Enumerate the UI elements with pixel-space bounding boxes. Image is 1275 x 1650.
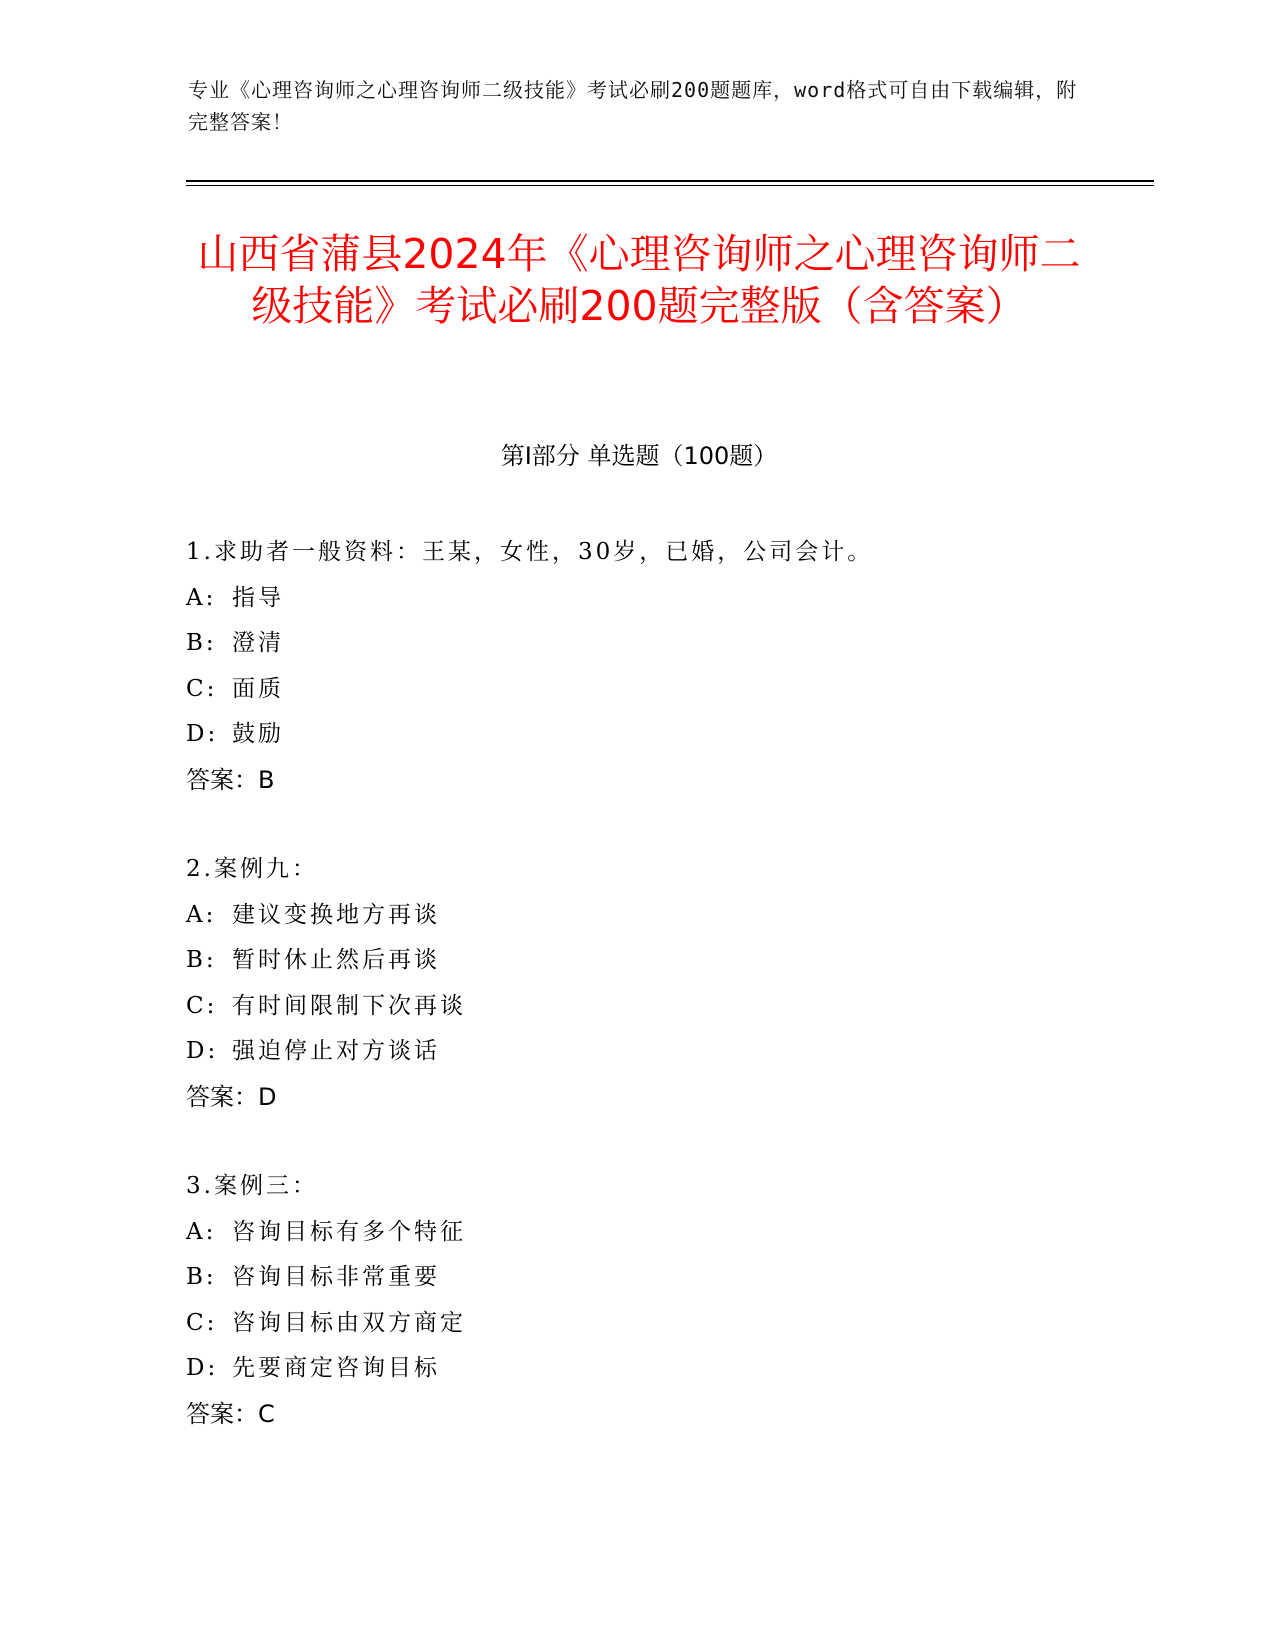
question-stem: 2.案例九：	[186, 856, 318, 882]
option-text: 有时间限制下次再谈	[232, 992, 466, 1019]
option-text: 澄清	[232, 630, 284, 656]
option-text: 指导	[232, 584, 284, 611]
option-text: 暂时休止然后再谈	[232, 947, 440, 973]
option-text: 强迫停止对方谈话	[232, 1038, 440, 1064]
answer-line: 答案：B	[186, 765, 275, 794]
option-a	[186, 576, 1086, 622]
option-letter: B:	[186, 630, 217, 656]
option-letter: A:	[186, 584, 217, 611]
header-divider-thin	[186, 185, 1154, 186]
option-c	[186, 667, 1086, 713]
option-a	[186, 893, 1086, 939]
option-letter: D:	[186, 721, 219, 747]
option-letter: B:	[186, 947, 217, 973]
header-note: 专业《心理咨询师之心理咨询师二级技能》考试必刷200题题库，word格式可自由下载编辑，附完整答案！	[188, 78, 1078, 134]
option-text: 咨询目标由双方商定	[232, 1309, 466, 1336]
question-3	[186, 1164, 1086, 1437]
header-divider-thick	[186, 180, 1154, 182]
option-letter: D:	[186, 1038, 219, 1064]
option-letter: B:	[186, 1264, 217, 1290]
option-a	[186, 1210, 1086, 1256]
answer-line: 答案：C	[186, 1399, 275, 1428]
question-list	[186, 530, 1086, 1481]
option-d	[186, 1346, 1086, 1392]
option-d	[186, 712, 1086, 758]
option-text: 鼓励	[232, 721, 284, 747]
option-text: 咨询目标非常重要	[232, 1264, 440, 1290]
option-b	[186, 938, 1086, 984]
option-letter: C:	[186, 1309, 218, 1336]
option-letter: A:	[186, 1218, 217, 1245]
option-text: 面质	[232, 675, 284, 702]
section-heading: 第Ⅰ部分 单选题（100题）	[500, 442, 778, 470]
option-c	[186, 984, 1086, 1030]
option-text: 咨询目标有多个特征	[232, 1218, 466, 1245]
question-1	[186, 530, 1086, 803]
option-letter: D:	[186, 1355, 219, 1381]
option-c	[186, 1301, 1086, 1347]
option-d	[186, 1029, 1086, 1075]
question-stem: 3.案例三：	[186, 1173, 318, 1199]
option-text: 先要商定咨询目标	[232, 1355, 440, 1381]
option-b	[186, 1255, 1086, 1301]
option-letter: A:	[186, 901, 217, 928]
answer-line: 答案：D	[186, 1082, 277, 1111]
document-title: 山西省蒲县2024年《心理咨询师之心理咨询师二级技能》考试必刷200题完整版（含答案）	[197, 230, 1081, 330]
question-2	[186, 847, 1086, 1120]
option-text: 建议变换地方再谈	[232, 901, 440, 928]
option-b	[186, 621, 1086, 667]
option-letter: C:	[186, 992, 218, 1019]
question-stem: 1.求助者一般资料：王某，女性，30岁，已婚，公司会计。	[186, 539, 874, 565]
option-letter: C:	[186, 675, 218, 702]
